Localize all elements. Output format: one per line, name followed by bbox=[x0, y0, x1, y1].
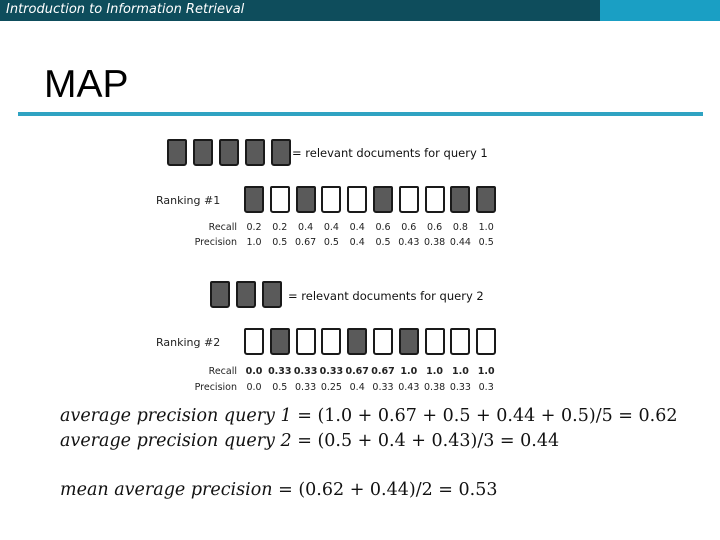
ranking2-precision-value-1: 0.0 bbox=[246, 382, 262, 393]
mean-average-precision-formula bbox=[60, 480, 498, 500]
ap2-rhs: = (0.5 + 0.4 + 0.43)/3 = 0.44 bbox=[297, 431, 560, 451]
ranking2-recall-value-1: 0.0 bbox=[245, 366, 263, 377]
ranking2-precision-value-2: 0.5 bbox=[272, 382, 288, 393]
query1-relevant-doc-icon bbox=[219, 139, 239, 166]
ranking1-precision-value-5: 0.4 bbox=[349, 237, 365, 248]
ranking2-doc-9-nonrelevant bbox=[450, 328, 470, 355]
ranking2-recall-value-4: 0.33 bbox=[319, 366, 344, 377]
ranking1-doc-3-relevant bbox=[296, 186, 316, 213]
query2-relevant-doc-icon bbox=[236, 281, 256, 308]
average-precision-query2-formula bbox=[60, 431, 559, 451]
ranking1-doc-7-nonrelevant bbox=[399, 186, 419, 213]
ranking2-recall-value-5: 0.67 bbox=[345, 366, 369, 377]
ranking2-recall-value-7: 1.0 bbox=[400, 366, 418, 377]
ranking2-doc-10-nonrelevant bbox=[476, 328, 496, 355]
ranking1-precision-value-8: 0.38 bbox=[424, 237, 446, 248]
ranking1-doc-9-relevant bbox=[450, 186, 470, 213]
ranking2-precision-value-10: 0.3 bbox=[478, 382, 494, 393]
query2-relevant-doc-icon bbox=[262, 281, 282, 308]
ranking2-doc-1-nonrelevant bbox=[244, 328, 264, 355]
ranking2-precision-value-3: 0.33 bbox=[295, 382, 317, 393]
ranking1-doc-1-relevant bbox=[244, 186, 264, 213]
ranking2-precision-value-4: 0.25 bbox=[320, 382, 342, 393]
ranking2-recall-value-3: 0.33 bbox=[293, 366, 318, 377]
slide-title: MAP bbox=[44, 63, 129, 106]
ranking2-recall-value-10: 1.0 bbox=[477, 366, 495, 377]
ranking2-doc-4-nonrelevant bbox=[321, 328, 341, 355]
ranking1-recall-value-9: 0.8 bbox=[452, 222, 468, 233]
ranking1-recall-value-8: 0.6 bbox=[427, 222, 443, 233]
ranking2-recall-value-8: 1.0 bbox=[426, 366, 444, 377]
ap1-rhs: = (1.0 + 0.67 + 0.5 + 0.44 + 0.5)/5 = 0.62 bbox=[297, 406, 678, 426]
ranking2-recall-value-6: 0.67 bbox=[371, 366, 395, 377]
ranking1-recall-value-5: 0.4 bbox=[349, 222, 365, 233]
ranking2-precision-value-5: 0.4 bbox=[349, 382, 365, 393]
query2-relevant-doc-icon bbox=[210, 281, 230, 308]
ap1-lhs: average precision query 1 bbox=[60, 406, 292, 426]
ranking1-label: Ranking #1 bbox=[156, 194, 221, 207]
ranking1-recall-value-4: 0.4 bbox=[323, 222, 339, 233]
ranking1-precision-value-7: 0.43 bbox=[398, 237, 420, 248]
ranking2-precision-value-9: 0.33 bbox=[449, 382, 471, 393]
ranking2-precision-label: Precision bbox=[194, 382, 237, 393]
average-precision-query1-formula bbox=[60, 406, 677, 426]
ranking2-doc-2-relevant bbox=[270, 328, 290, 355]
ranking1-doc-8-nonrelevant bbox=[425, 186, 445, 213]
ranking1-recall-value-2: 0.2 bbox=[272, 222, 288, 233]
ranking2-recall-value-9: 1.0 bbox=[451, 366, 469, 377]
ranking1-doc-6-relevant bbox=[373, 186, 393, 213]
ranking2-doc-3-nonrelevant bbox=[296, 328, 316, 355]
ranking1-recall-label: Recall bbox=[208, 222, 237, 233]
ranking1-doc-5-nonrelevant bbox=[347, 186, 367, 213]
ranking1-precision-label: Precision bbox=[194, 237, 237, 248]
ranking1-recall-value-6: 0.6 bbox=[375, 222, 391, 233]
ranking2-precision-value-6: 0.33 bbox=[372, 382, 394, 393]
ranking1-precision-value-6: 0.5 bbox=[375, 237, 391, 248]
ranking1-precision-value-9: 0.44 bbox=[449, 237, 471, 248]
query2-legend-text: = relevant documents for query 2 bbox=[288, 289, 484, 303]
ap2-lhs: average precision query 2 bbox=[60, 431, 292, 451]
ranking1-precision-value-3: 0.67 bbox=[295, 237, 317, 248]
query1-relevant-doc-icon bbox=[193, 139, 213, 166]
ranking2-doc-6-nonrelevant bbox=[373, 328, 393, 355]
title-divider bbox=[18, 112, 703, 116]
ranking1-recall-value-10: 1.0 bbox=[478, 222, 494, 233]
ranking1-recall-value-7: 0.6 bbox=[401, 222, 417, 233]
ranking2-precision-value-7: 0.43 bbox=[398, 382, 420, 393]
ranking2-recall-value-2: 0.33 bbox=[268, 366, 292, 377]
ranking1-precision-value-10: 0.5 bbox=[478, 237, 494, 248]
ranking2-recall-label: Recall bbox=[208, 366, 237, 377]
ranking1-doc-10-relevant bbox=[476, 186, 496, 213]
query1-relevant-doc-icon bbox=[245, 139, 265, 166]
course-title: Introduction to Information Retrieval bbox=[6, 2, 245, 17]
query1-relevant-doc-icon bbox=[271, 139, 291, 166]
map-rhs: = (0.62 + 0.44)/2 = 0.53 bbox=[278, 480, 498, 500]
query1-legend-text: = relevant documents for query 1 bbox=[292, 146, 488, 160]
ranking2-doc-8-nonrelevant bbox=[425, 328, 445, 355]
ranking2-doc-5-relevant bbox=[347, 328, 367, 355]
ranking1-doc-2-nonrelevant bbox=[270, 186, 290, 213]
ranking1-precision-value-1: 1.0 bbox=[246, 237, 262, 248]
ranking1-recall-value-3: 0.4 bbox=[298, 222, 314, 233]
ranking1-doc-4-nonrelevant bbox=[321, 186, 341, 213]
ranking1-recall-value-1: 0.2 bbox=[246, 222, 262, 233]
header-accent-block bbox=[600, 0, 720, 21]
ranking2-doc-7-relevant bbox=[399, 328, 419, 355]
ranking2-precision-value-8: 0.38 bbox=[424, 382, 446, 393]
map-lhs: mean average precision bbox=[60, 480, 273, 500]
ranking1-precision-value-2: 0.5 bbox=[272, 237, 288, 248]
query1-relevant-doc-icon bbox=[167, 139, 187, 166]
ranking1-precision-value-4: 0.5 bbox=[323, 237, 339, 248]
ranking2-label: Ranking #2 bbox=[156, 336, 221, 349]
